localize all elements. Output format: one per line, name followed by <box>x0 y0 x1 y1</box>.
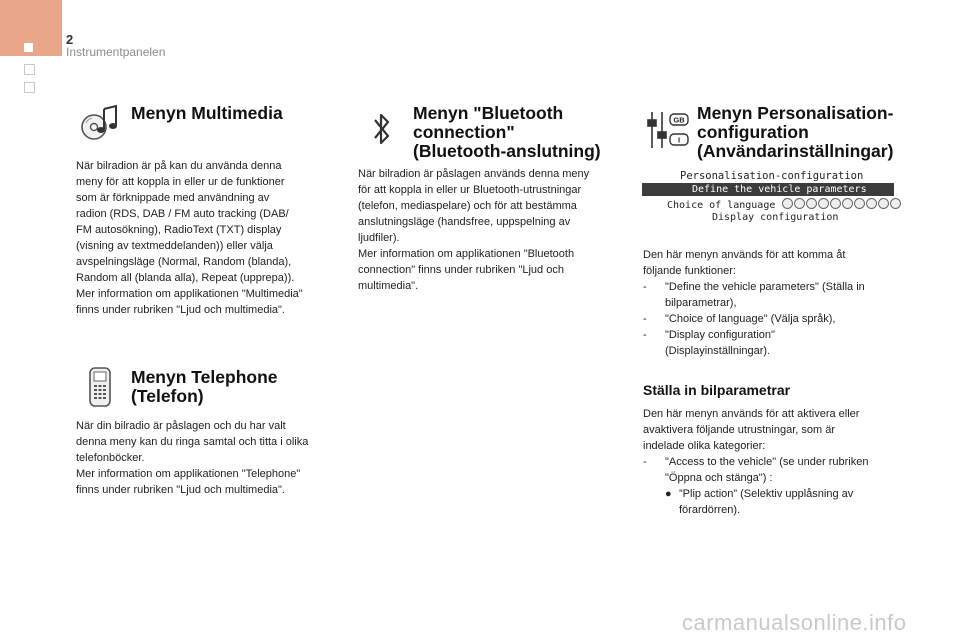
language-flag-icon <box>806 198 817 209</box>
section-title: Instrumentpanelen <box>66 45 166 59</box>
chapter-tab-marker <box>24 43 33 52</box>
menu-title: Personalisation-configuration <box>680 170 864 182</box>
language-flag-icon <box>866 198 877 209</box>
menu-item-choice-of-language[interactable]: Choice of language <box>667 198 901 211</box>
menu-item-define-vehicle-parameters[interactable]: Define the vehicle parameters <box>642 183 894 196</box>
chapter-marker-empty <box>24 82 35 93</box>
language-flag-icon <box>782 198 793 209</box>
list-item: - "Display configuration" (Displayinställningar). <box>643 329 775 357</box>
list-item: - "Define the vehicle parameters" (Ställa in bilparametrar), <box>643 281 865 309</box>
telephone-heading: Menyn Telephone (Telefon) <box>131 367 278 406</box>
telephone-body: När din bilradio är påslagen och du har valt denna meny kan du ringa samtal och titta i olika telefonböcker. Mer information om applikationen "Telephone" finns under rubriken "Ljud och multimedia". <box>76 420 309 496</box>
language-flag-icon <box>878 198 889 209</box>
language-flag-icon <box>842 198 853 209</box>
personalisation-function-list <box>643 279 923 359</box>
vehicle-parameters-sublist <box>643 486 923 518</box>
chapter-marker-empty <box>24 64 35 75</box>
multimedia-icon <box>78 103 122 143</box>
multimedia-heading: Menyn Multimedia <box>131 103 283 123</box>
telephone-icon <box>88 366 112 408</box>
language-flag-icon <box>854 198 865 209</box>
personalisation-settings-icon <box>646 108 690 154</box>
list-item: - "Access to the vehicle" (se under rubriken "Öppna och stänga") : <box>643 456 869 484</box>
bluetooth-body: När bilradion är påslagen används denna meny för att koppla in eller ur Bluetooth-utrustningar (telefon, mediaspelare) och för att bestämma anslutningsläge (handsfree, uppspelning av ljudfiler). Mer information om applikationen "Bluetooth connection" finns under rubriken "Ljud och multimedia". <box>358 168 590 292</box>
language-flag-icon <box>830 198 841 209</box>
vehicle-parameters-heading: Ställa in bilparametrar <box>643 382 791 398</box>
page-number: 2 <box>66 32 74 47</box>
language-flag-icon <box>794 198 805 209</box>
language-flag-icon <box>818 198 829 209</box>
personalisation-menu-screenshot <box>642 170 894 226</box>
personalisation-heading: Menyn Personalisation- configuration (Användarinställningar) <box>697 103 894 161</box>
personalisation-body: Den här menyn används för att komma åt följande funktioner: - "Define the vehicle parameters" (Ställa in bilparametrar), - "Choice of language" (Välja språk), - "Display configuration" (Displayinställningar). <box>643 247 923 359</box>
vehicle-parameters-list <box>643 454 923 486</box>
svg-text:I: I <box>677 135 681 145</box>
watermark: carmanualsonline.info <box>682 610 907 635</box>
svg-text:GB: GB <box>673 115 685 125</box>
vehicle-parameters-body: Den här menyn används för att aktivera eller avaktivera följande utrustningar, som är indelade olika kategorier: - "Access to the vehicle" (se under rubriken "Öppna och stänga") : ● ”Plip action” (Selektiv upplåsning av förardörren). <box>643 406 923 518</box>
list-item: - "Choice of language" (Välja språk), <box>643 313 836 325</box>
language-flag-icon <box>890 198 901 209</box>
list-item: ● ”Plip action” (Selektiv upplåsning av förardörren). <box>665 488 854 516</box>
menu-item-display-configuration[interactable]: Display configuration <box>712 212 839 223</box>
bluetooth-icon <box>372 110 392 148</box>
bluetooth-heading: Menyn "Bluetooth connection" (Bluetooth-anslutning) <box>413 103 601 161</box>
multimedia-body: När bilradion är på kan du använda denna meny för att koppla in eller ur de funktioner som är förknippade med användning av radion (RDS, DAB / FM auto tracking (DAB/ FM autosökning), RadioText (TXT) display (visning av textmeddelanden)) eller välja avspelningsläge (Normal, Random (blanda), Random all (blanda alla), Repeat (upprepa)). Mer information om applikationen "Multimedia" finns under rubriken "Ljud och multimedia". <box>76 160 303 316</box>
